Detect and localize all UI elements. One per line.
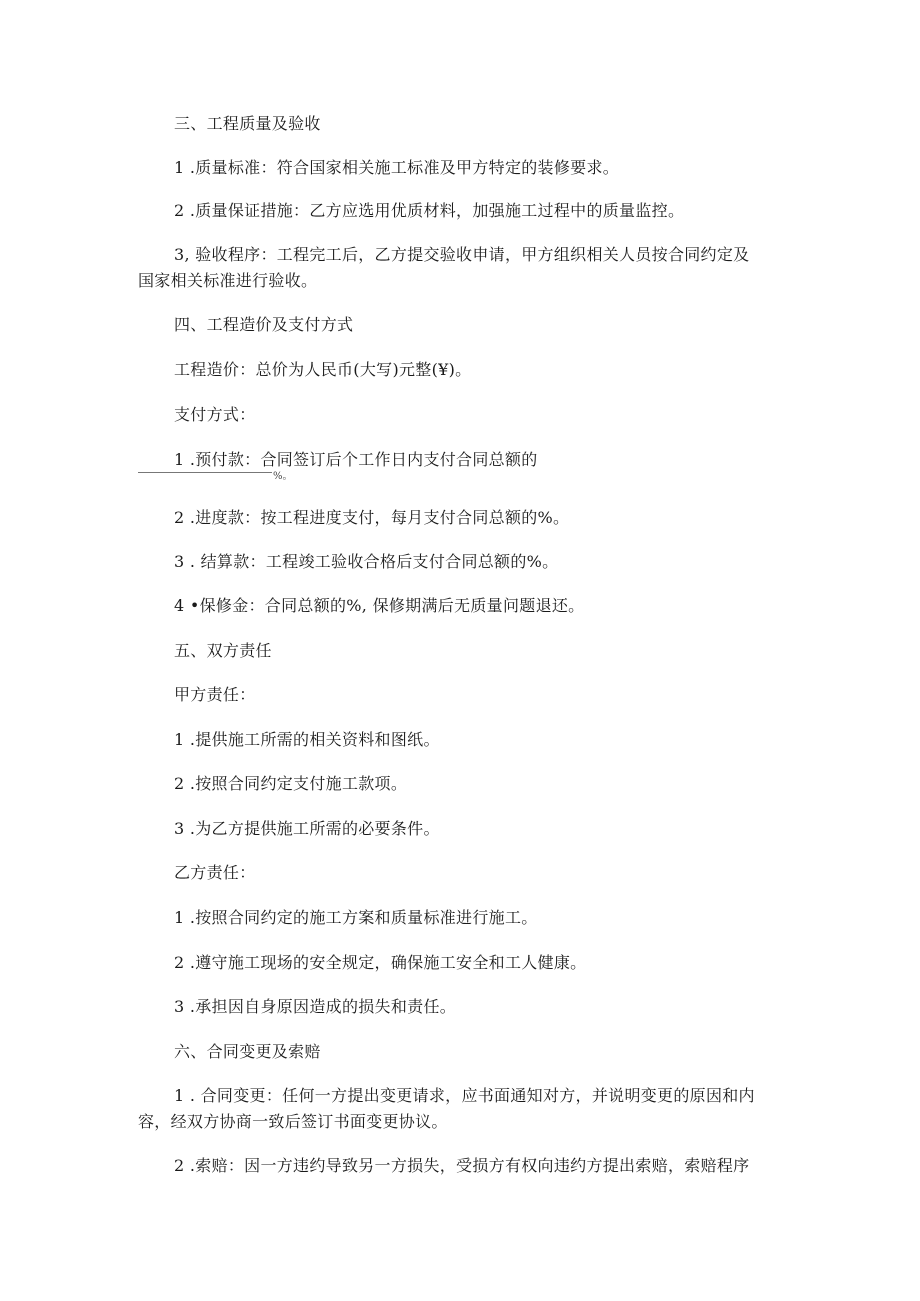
warranty-deposit-item: 4 •保修金：合同总额的%, 保修期满后无质量问题退还。: [174, 596, 585, 615]
advance-payment-percent: %。: [273, 471, 293, 482]
advance-payment-item: 1 .预付款：合同签订后个工作日内支付合同总额的: [174, 450, 538, 469]
party-a-duty-2: 2 .按照合同约定支付施工款项。: [174, 774, 408, 793]
section-4-heading: 四、工程造价及支付方式: [174, 315, 354, 334]
section-6-heading: 六、合同变更及索赔: [174, 1042, 321, 1061]
project-price-text: 工程造价：总价为人民币(大写)元整(¥)。: [174, 360, 472, 379]
settlement-payment-item: 3 . 结算款：工程竣工验收合格后支付合同总额的%。: [174, 552, 559, 571]
progress-payment-item: 2 .进度款：按工程进度支付，每月支付合同总额的%。: [174, 508, 570, 527]
advance-payment-blank: [138, 472, 272, 473]
party-b-duty-3: 3 .承担因自身原因造成的损失和责任。: [174, 997, 457, 1016]
claims-line-1: 2 .索赔：因一方违约导致另一方损失，受损方有权向违约方提出索赔，索赔程序: [174, 1156, 750, 1175]
section-5-heading: 五、双方责任: [174, 641, 272, 660]
acceptance-procedure-line-2: 国家相关标准进行验收。: [138, 271, 318, 290]
acceptance-procedure-line-1: 3, 验收程序：工程完工后，乙方提交验收申请，甲方组织相关人员按合同约定及: [174, 245, 750, 264]
quality-standard-item: 1 .质量标准：符合国家相关施工标准及甲方特定的装修要求。: [174, 158, 620, 177]
section-3-heading: 三、工程质量及验收: [174, 114, 321, 133]
party-b-responsibility-label: 乙方责任：: [174, 863, 256, 882]
contract-change-line-2: 容，经双方协商一致后签订书面变更协议。: [138, 1112, 448, 1131]
party-a-responsibility-label: 甲方责任：: [174, 685, 256, 704]
party-a-duty-3: 3 .为乙方提供施工所需的必要条件。: [174, 819, 440, 838]
party-b-duty-1: 1 .按照合同约定的施工方案和质量标准进行施工。: [174, 908, 538, 927]
party-b-duty-2: 2 .遵守施工现场的安全规定，确保施工安全和工人健康。: [174, 953, 587, 972]
quality-assurance-item: 2 .质量保证措施：乙方应选用优质材料，加强施工过程中的质量监控。: [174, 201, 685, 220]
party-a-duty-1: 1 .提供施工所需的相关资料和图纸。: [174, 730, 440, 749]
payment-method-label: 支付方式：: [174, 405, 256, 424]
contract-change-line-1: 1 . 合同变更：任何一方提出变更请求，应书面通知对方，并说明变更的原因和内: [174, 1086, 755, 1105]
